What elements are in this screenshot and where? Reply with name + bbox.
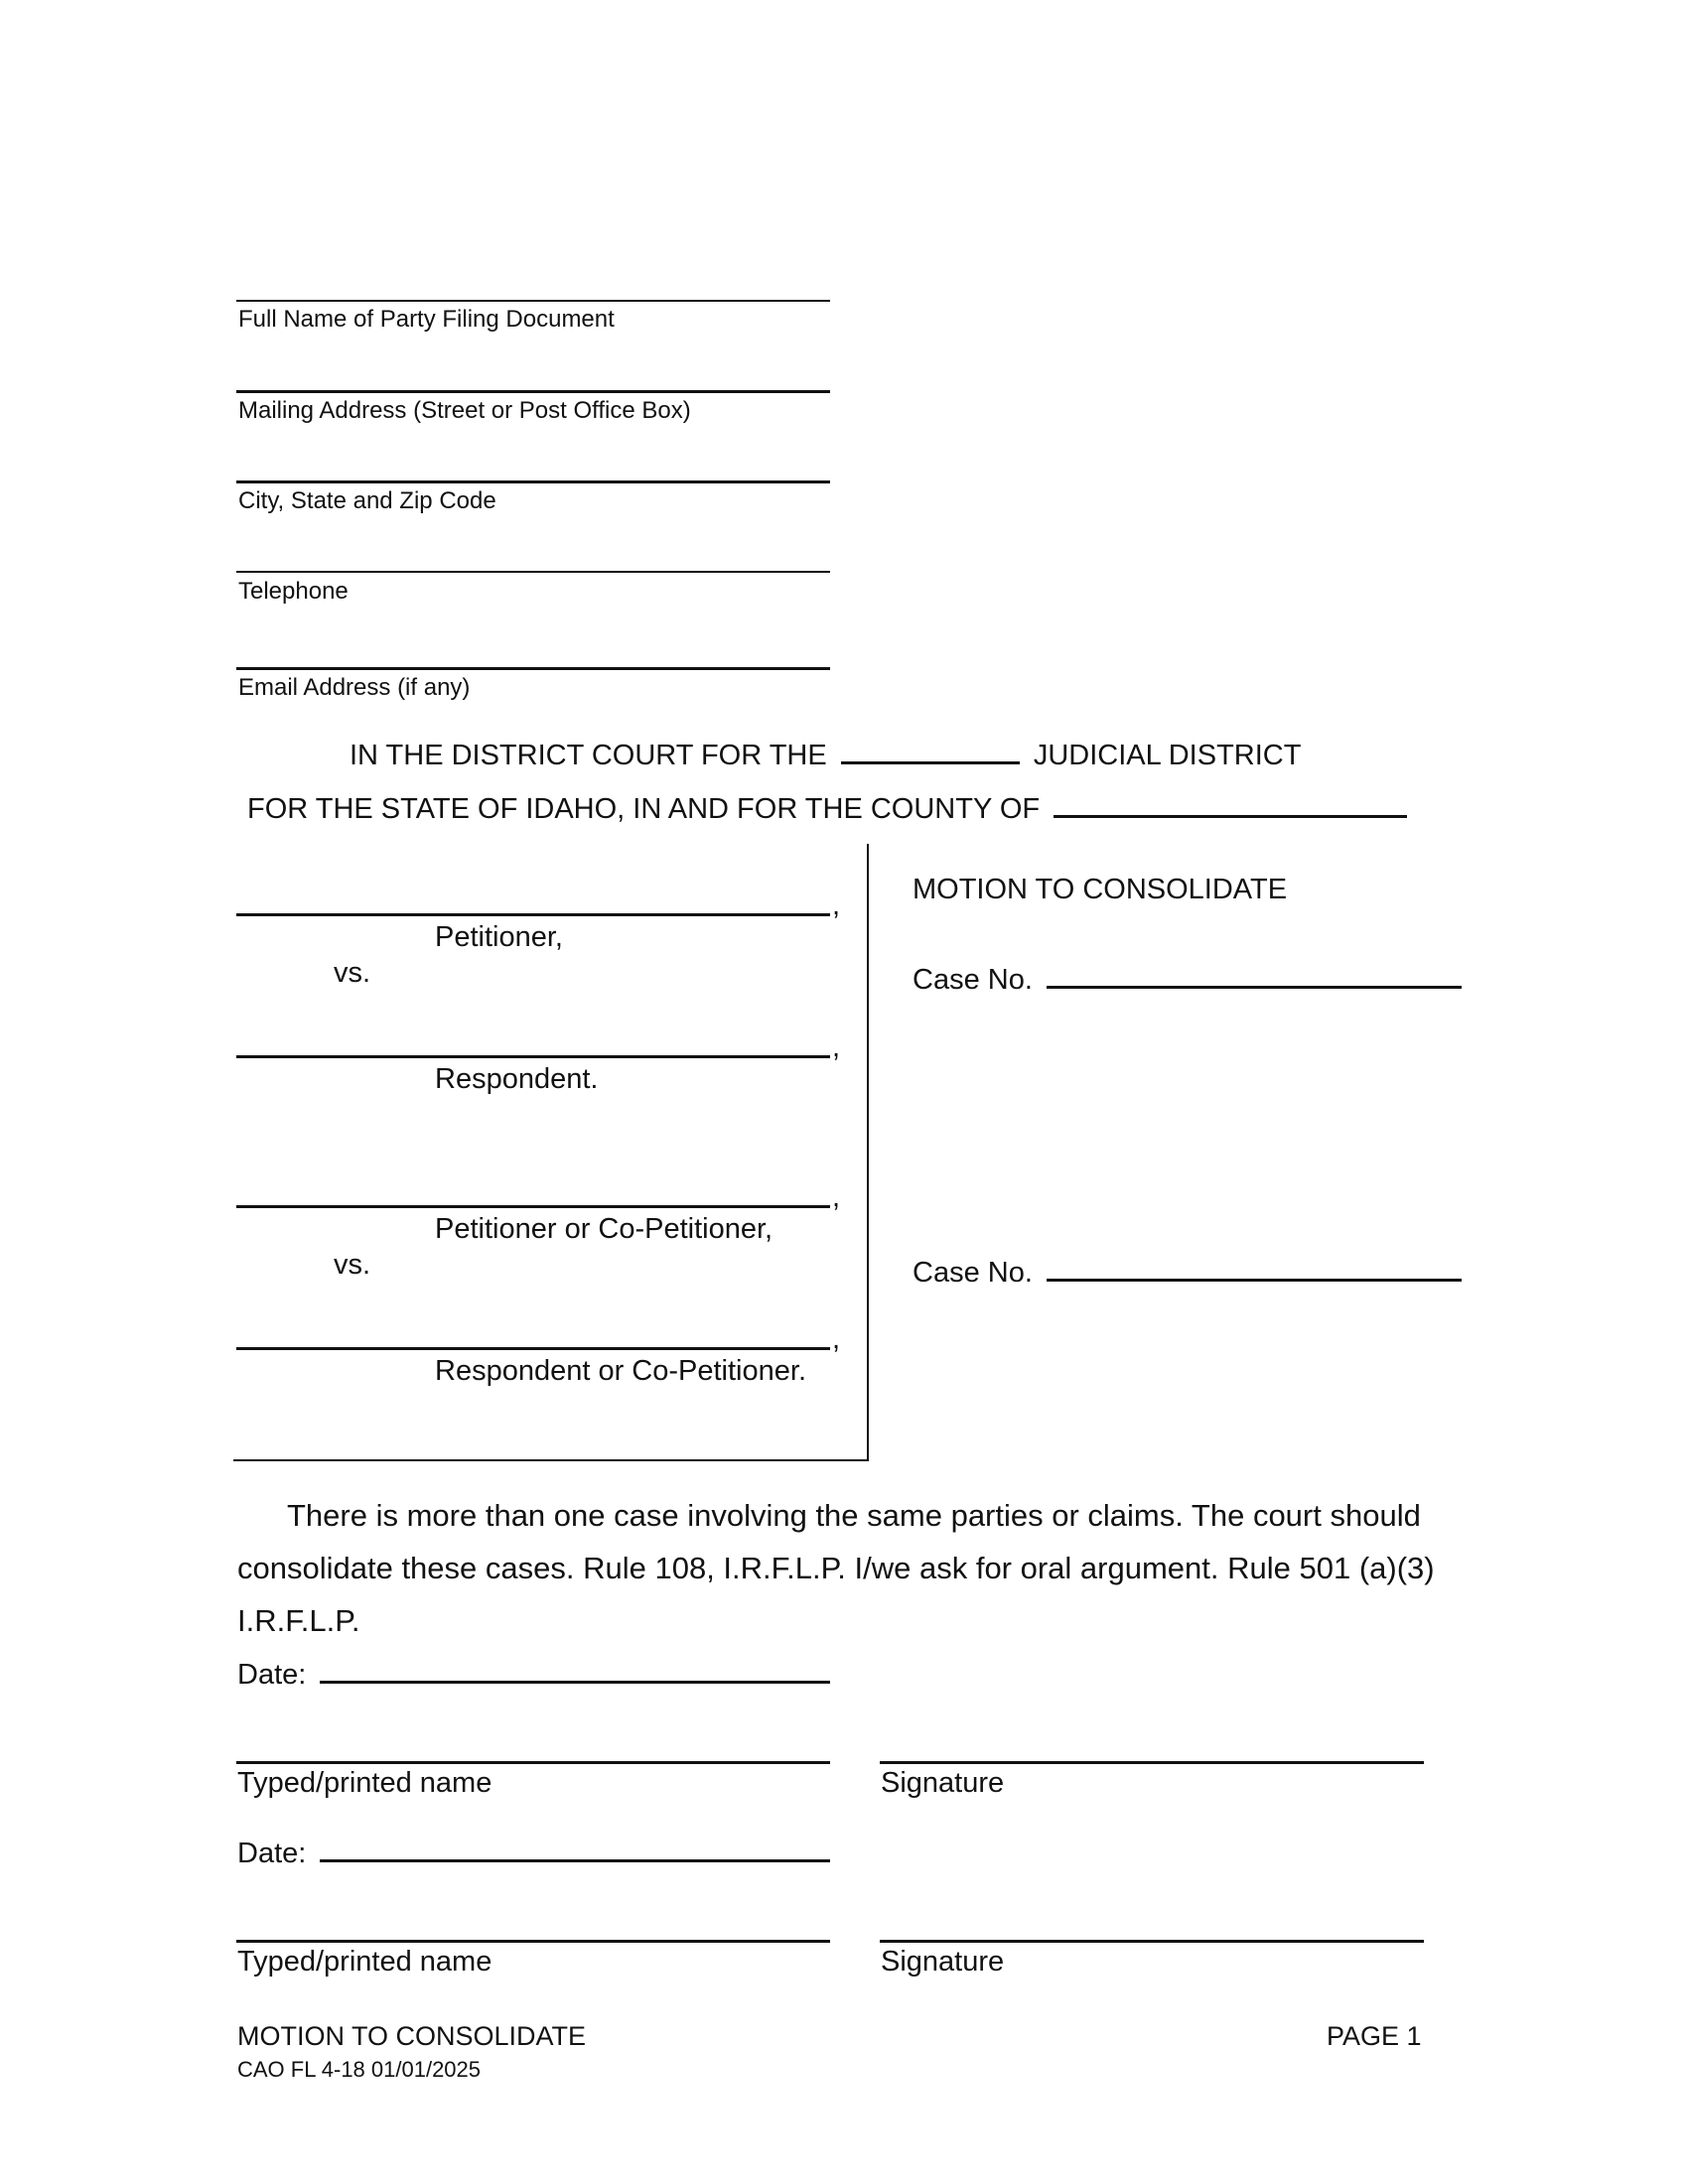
phone-line[interactable] — [236, 571, 830, 573]
signature-label-2: Signature — [881, 1946, 1005, 1978]
typed-name-label-2: Typed/printed name — [237, 1946, 492, 1978]
co-respondent-comma: , — [832, 1323, 841, 1355]
respondent-label: Respondent. — [435, 1063, 599, 1095]
typed-name-label-1: Typed/printed name — [237, 1767, 492, 1799]
footer-title: MOTION TO CONSOLIDATE — [237, 2021, 587, 2051]
case-box-title: MOTION TO CONSOLIDATE — [913, 874, 1288, 905]
date-label-1: Date: — [237, 1659, 307, 1691]
case-no-2 — [913, 1256, 1462, 1290]
court-header-line1-suffix: JUDICIAL DISTRICT — [1033, 740, 1302, 771]
vs-label-2: vs. — [334, 1249, 371, 1281]
respondent-line[interactable] — [236, 1055, 830, 1058]
case-no-label-2: Case No. — [913, 1257, 1033, 1289]
court-header-line1-prefix: IN THE DISTRICT COURT FOR THE — [350, 740, 827, 771]
petitioner-line[interactable] — [236, 913, 830, 916]
signature-line-2[interactable] — [880, 1940, 1424, 1943]
co-respondent-label: Respondent or Co-Petitioner. — [435, 1355, 806, 1387]
court-header-line2-prefix: FOR THE STATE OF IDAHO, IN AND FOR THE COUNTY OF — [247, 793, 1041, 825]
motion-paragraph: There is more than one case involving the same parties or claims. The court should consolidate these cases. Rule 108, I.R.F.L.P. I/we ask for oral argument. Rule 501 (a)(3) I.R.F.L.P. — [237, 1498, 1435, 1638]
caption-divider — [867, 844, 869, 1460]
co-respondent-line[interactable] — [236, 1347, 830, 1350]
co-petitioner-comma: , — [832, 1181, 841, 1213]
phone-label: Telephone — [238, 578, 349, 605]
footer-form-id: CAO FL 4-18 01/01/2025 — [237, 2057, 482, 2082]
case-no-1 — [913, 963, 1462, 997]
case-no-label-1: Case No. — [913, 964, 1033, 996]
co-petitioner-label: Petitioner or Co-Petitioner, — [435, 1213, 774, 1245]
case-no-field-2[interactable] — [1047, 1279, 1462, 1282]
respondent-comma: , — [832, 1031, 841, 1063]
email-label: Email Address (if any) — [238, 674, 471, 701]
signature-line-1[interactable] — [880, 1761, 1424, 1764]
date-row-2 — [237, 1837, 830, 1870]
county-field[interactable] — [1054, 815, 1407, 818]
city-line[interactable] — [236, 480, 830, 483]
name-line[interactable] — [236, 300, 830, 302]
petitioner-comma: , — [832, 889, 841, 921]
co-petitioner-line[interactable] — [236, 1205, 830, 1208]
signature-label-1: Signature — [881, 1767, 1005, 1799]
typed-name-line-1[interactable] — [236, 1761, 830, 1764]
caption-bottom-rule — [233, 1459, 869, 1461]
address-line[interactable] — [236, 390, 830, 393]
court-header-line2 — [247, 792, 1407, 826]
typed-name-line-2[interactable] — [236, 1940, 830, 1943]
date-row-1 — [237, 1658, 830, 1692]
case-no-field-1[interactable] — [1047, 986, 1462, 989]
date-label-2: Date: — [237, 1838, 307, 1869]
city-label: City, State and Zip Code — [238, 487, 496, 514]
footer-page-number: PAGE 1 — [1327, 2021, 1422, 2051]
petitioner-label: Petitioner, — [435, 921, 563, 953]
name-label: Full Name of Party Filing Document — [238, 306, 615, 333]
email-line[interactable] — [236, 667, 830, 670]
judicial-district-field[interactable] — [841, 761, 1020, 764]
court-header-line1 — [350, 739, 1301, 772]
address-label: Mailing Address (Street or Post Office Box) — [238, 397, 691, 424]
date-field-2[interactable] — [320, 1859, 830, 1862]
date-field-1[interactable] — [320, 1681, 830, 1684]
vs-label-1: vs. — [334, 957, 371, 989]
